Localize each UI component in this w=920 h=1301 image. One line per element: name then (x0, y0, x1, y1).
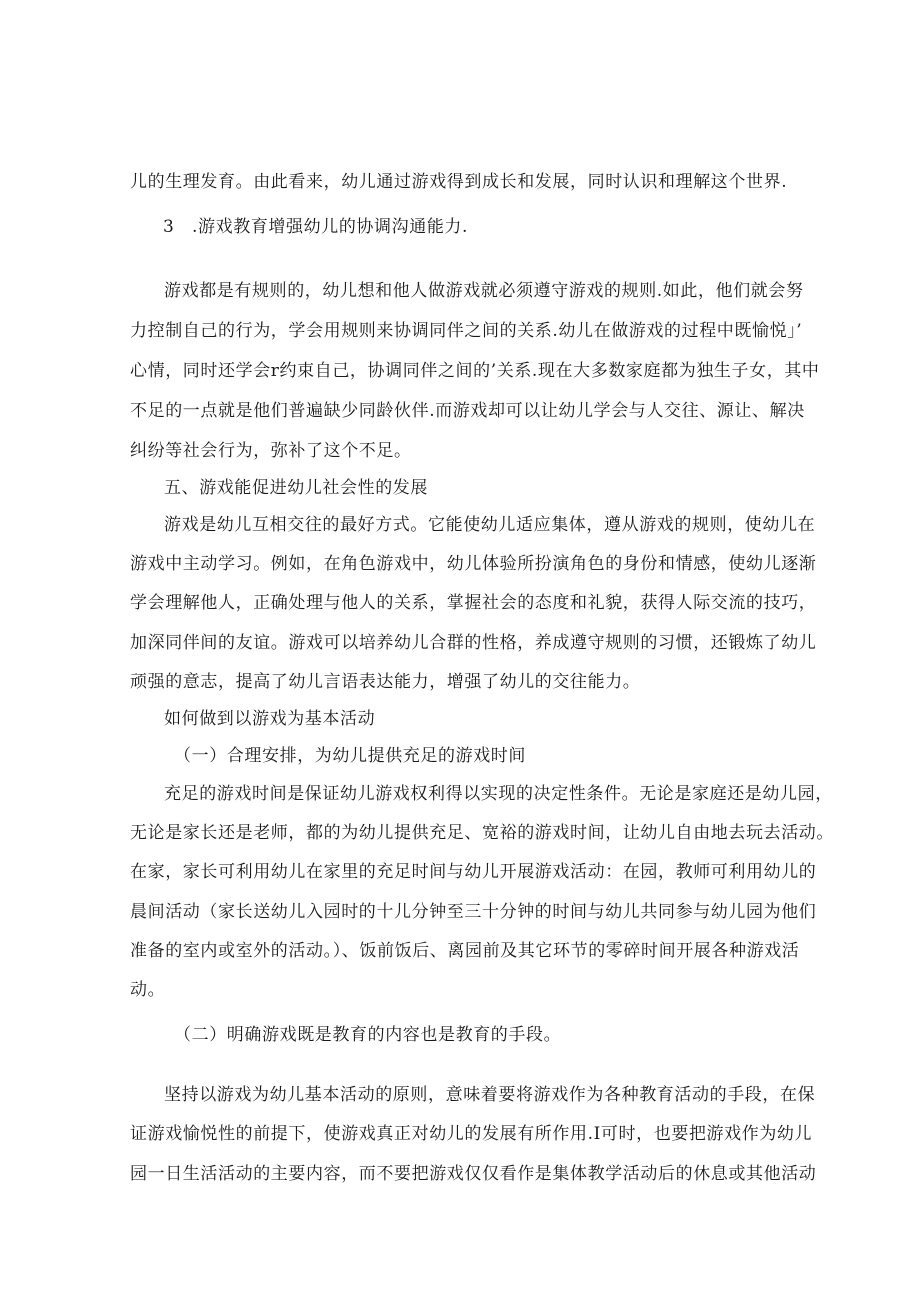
subsection-heading: （一）合理安排，为幼儿提供充足的游戏时间 (174, 746, 526, 766)
paragraph-line: 加深同伴间的友谊。游戏可以培养幼儿合群的性格，养成遵守规则的习惯，还锻炼了幼儿 (130, 633, 817, 653)
paragraph-line: 在家，家长可利用幼儿在家里的充足时间与幼儿开展游戏活动：在园，教师可利用幼儿的 (130, 862, 817, 882)
paragraph-line: 力控制自己的行为，学会用规则来协调同伴之间的关系.幼儿在做游戏的过程中既愉悦」’ (130, 321, 803, 341)
paragraph-line: 儿的生理发育。由此看来，幼儿通过游戏得到成长和发展，同时认识和理解这个世界. (130, 172, 788, 192)
section-heading: 如何做到以游戏为基本活动 (164, 709, 376, 729)
paragraph-line: 动。 (130, 980, 166, 1000)
paragraph-line: 晨间活动（家长送幼儿入园时的十儿分钟至三十分钟的时间与幼儿共同参与幼儿园为他们 (130, 902, 817, 922)
paragraph-line: 坚持以游戏为幼儿基本活动的原则，意味着要将游戏作为各种教育活动的手段，在保 (164, 1085, 816, 1105)
section-heading: 五、游戏能促进幼儿社会性的发展 (164, 478, 428, 498)
paragraph-line: 游戏都是有规则的，幼儿想和他人做游戏就必须遵守游戏的规则.如此，他们就会努 (164, 281, 804, 301)
paragraph-line: 无论是家长还是老师，都的为幼儿提供充足、宽裕的游戏时间，让幼儿自由地去玩去活动。 (130, 823, 834, 843)
paragraph-line: 学会理解他人，正确处理与他人的关系，掌握社会的态度和礼貌，获得人际交流的技巧， (130, 593, 817, 613)
paragraph-line: 顽强的意志，提高了幼儿言语表达能力，增强了幼儿的交往能力。 (130, 672, 641, 692)
paragraph-line: 准备的室内或室外的活动。）、饭前饭后、离园前及其它环节的零碎时间开展各种游戏活 (130, 941, 800, 961)
paragraph-line: 不足的一点就是他们普遍缺少同龄伙伴.而游戏却可以让幼儿学会与人交往、源让、解决 (130, 401, 805, 421)
subsection-heading: （二）明确游戏既是教育的内容也是教育的手段。 (174, 1025, 562, 1045)
paragraph-line: 游戏中主动学习。例如，在角色游戏中，幼儿体验所扮演角色的身份和情感，使幼儿逐渐 (130, 554, 817, 574)
paragraph-line: 证游戏愉悦性的前提下，使游戏真正对幼儿的发展有所作用.I可时，也要把游戏作为幼儿 (130, 1124, 813, 1144)
paragraph-line: 园一日生活活动的主要内容，而不要把游戏仅仅看作是集体教学活动后的休息或其他活动 (130, 1164, 817, 1184)
section-heading: 3 .游戏教育增强幼儿的协调沟通能力. (163, 217, 469, 237)
paragraph-line: 充足的游戏时间是保证幼儿游戏权利得以实现的决定性条件。无论是家庭还是幼儿园， (164, 784, 833, 804)
paragraph-line: 游戏是幼儿互相交往的最好方式。它能使幼儿适应集体，遵从游戏的规则，使幼儿在 (164, 515, 816, 535)
paragraph-line: 心情，同时还学会r约束自己，协调同伴之间的’关系.现在大多数家庭都为独生子女，其中 (130, 361, 820, 381)
paragraph-line: 纠纷等社会行为，弥补了这个不足。 (130, 441, 412, 461)
